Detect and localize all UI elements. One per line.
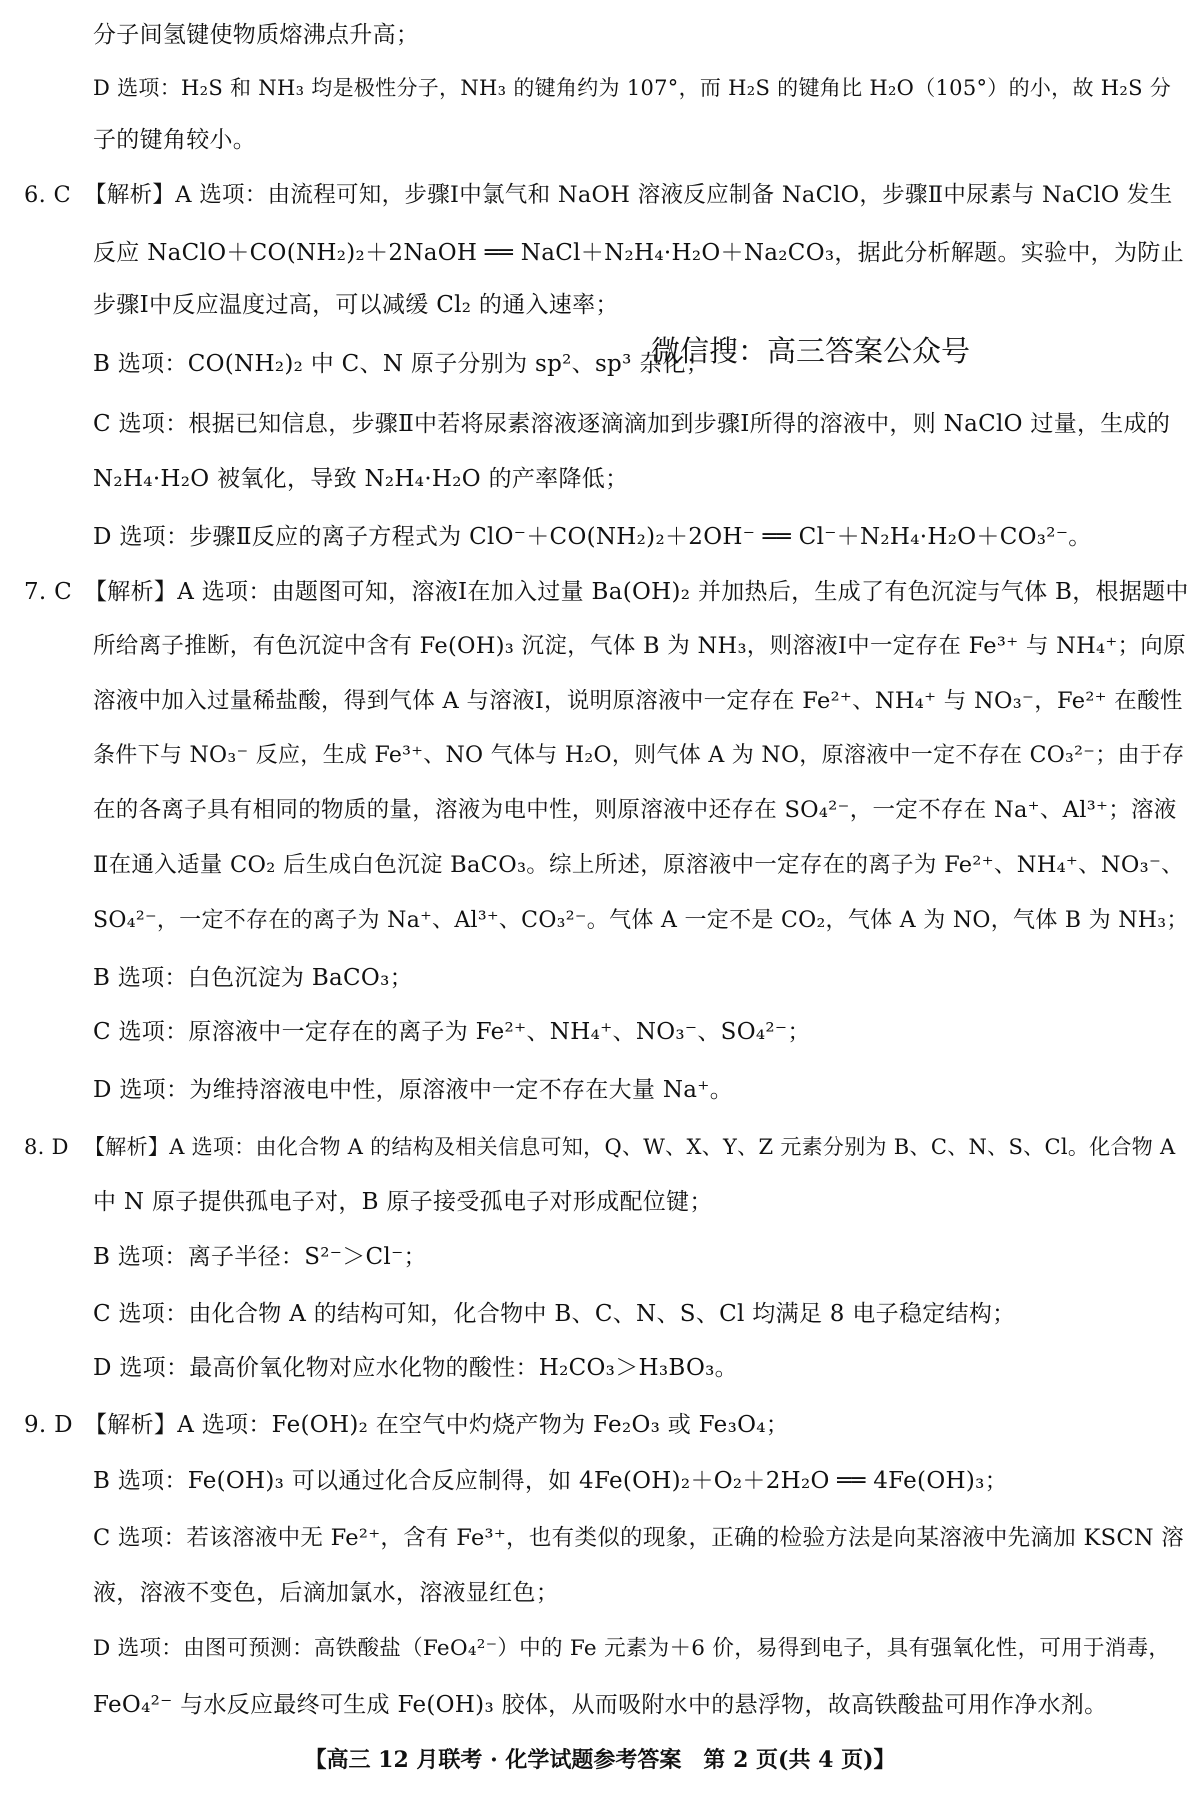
text-line: D 选项：最高价氧化物对应水化物的酸性：H₂CO₃＞H₃BO₃。 bbox=[93, 1355, 738, 1381]
text-line: 在的各离子具有相同的物质的量，溶液为电中性，则原溶液中还存在 SO₄²⁻，一定不存在 Na⁺、Al³⁺；溶液 bbox=[93, 797, 1177, 823]
text-line: FeO₄²⁻ 与水反应最终可生成 Fe(OH)₃ 胶体，从而吸附水中的悬浮物，故高铁酸盐可用作净水剂。 bbox=[93, 1692, 1108, 1718]
question-number: 6. C bbox=[24, 182, 72, 208]
text-line: 分子间氢键使物质熔沸点升高； bbox=[93, 22, 420, 48]
text-line: D 选项：H₂S 和 NH₃ 均是极性分子，NH₃ 的键角约为 107°，而 H₂S 的键角比 H₂O（105°）的小，故 H₂S 分 bbox=[93, 76, 1172, 100]
question-number: 7. C bbox=[24, 579, 73, 605]
text-line: 所给离子推断，有色沉淀中含有 Fe(OH)₃ 沉淀，气体 B 为 NH₃，则溶液Ⅰ中一定存在 Fe³⁺ 与 NH₄⁺；向原 bbox=[93, 633, 1186, 659]
text-line: N₂H₄·H₂O 被氧化，导致 N₂H₄·H₂O 的产率降低； bbox=[93, 466, 629, 492]
question-number: 9. D bbox=[24, 1412, 73, 1438]
text-line: 反应 NaClO＋CO(NH₂)₂＋2NaOH ══ NaCl＋N₂H₄·H₂O＋Na₂CO₃，据此分析解题。实验中，为防止 bbox=[93, 240, 1184, 266]
watermark-text: 微信搜：高三答案公众号 bbox=[651, 334, 971, 368]
text-line: D 选项：为维持溶液电中性，原溶液中一定不存在大量 Na⁺。 bbox=[93, 1077, 734, 1103]
text-line: D 选项：由图可预测：高铁酸盐（FeO₄²⁻）中的 Fe 元素为＋6 价，易得到电子，具有强氧化性，可用于消毒， bbox=[93, 1636, 1171, 1661]
text-line: 条件下与 NO₃⁻ 反应，生成 Fe³⁺、NO 气体与 H₂O，则气体 A 为 NO，原溶液中一定不存在 CO₃²⁻；由于存 bbox=[93, 743, 1185, 768]
question-9-line bbox=[24, 1410, 789, 1440]
text-line: 中 N 原子提供孤电子对，B 原子接受孤电子对形成配位键； bbox=[93, 1189, 713, 1215]
text-line: 【解析】A 选项：Fe(OH)₂ 在空气中灼烧产物为 Fe₂O₃ 或 Fe₃O₄； bbox=[84, 1412, 790, 1438]
text-line: D 选项：步骤Ⅱ反应的离子方程式为 ClO⁻＋CO(NH₂)₂＋2OH⁻ ══ Cl⁻＋N₂H₄·H₂O＋CO₃²⁻。 bbox=[93, 524, 1092, 550]
text-line: 液，溶液不变色，后滴加氯水，溶液显红色； bbox=[93, 1580, 559, 1606]
text-line: Ⅱ在通入适量 CO₂ 后生成白色沉淀 BaCO₃。综上所述，原溶液中一定存在的离子为 Fe²⁺、NH₄⁺、NO₃⁻、 bbox=[93, 852, 1184, 878]
text-line: 子的键角较小。 bbox=[93, 127, 257, 153]
text-line: C 选项：根据已知信息，步骤Ⅱ中若将尿素溶液逐滴滴加到步骤Ⅰ所得的溶液中，则 NaClO 过量，生成的 bbox=[93, 411, 1171, 437]
text-line: 【解析】A 选项：由题图可知，溶液Ⅰ在加入过量 Ba(OH)₂ 并加热后，生成了有色沉淀与气体 B，根据题中 bbox=[84, 579, 1189, 605]
text-line: B 选项：白色沉淀为 BaCO₃； bbox=[93, 965, 413, 991]
question-8-line bbox=[24, 1132, 1176, 1162]
text-line: C 选项：原溶液中一定存在的离子为 Fe²⁺、NH₄⁺、NO₃⁻、SO₄²⁻； bbox=[93, 1019, 811, 1045]
text-line: B 选项：CO(NH₂)₂ 中 C、N 原子分别为 sp²、sp³ 杂化； bbox=[93, 351, 710, 377]
text-line: SO₄²⁻，一定不存在的离子为 Na⁺、Al³⁺、CO₃²⁻。气体 A 一定不是 CO₂，气体 A 为 NO，气体 B 为 NH₃； bbox=[93, 908, 1189, 933]
question-number: 8. D bbox=[24, 1135, 69, 1159]
question-6-line bbox=[24, 180, 1173, 210]
text-line: B 选项：Fe(OH)₃ 可以通过化合反应制得，如 4Fe(OH)₂＋O₂＋2H₂O ══ 4Fe(OH)₃； bbox=[93, 1468, 1008, 1494]
text-line: 【解析】A 选项：由化合物 A 的结构及相关信息可知，Q、W、X、Y、Z 元素分别为 B、C、N、S、Cl。化合物 A bbox=[84, 1135, 1176, 1159]
page-footer: 【高三 12 月联考 · 化学试题参考答案 第 2 页(共 4 页)】 bbox=[304, 1747, 896, 1773]
text-line: C 选项：由化合物 A 的结构可知，化合物中 B、C、N、S、Cl 均满足 8 电子稳定结构； bbox=[93, 1301, 1016, 1327]
text-line: B 选项：离子半径：S²⁻＞Cl⁻； bbox=[93, 1244, 427, 1270]
text-line: C 选项：若该溶液中无 Fe²⁺，含有 Fe³⁺，也有类似的现象，正确的检验方法是向某溶液中先滴加 KSCN 溶 bbox=[93, 1525, 1185, 1551]
text-line: 【解析】A 选项：由流程可知，步骤Ⅰ中氯气和 NaOH 溶液反应制备 NaClO，步骤Ⅱ中尿素与 NaClO 发生 bbox=[84, 182, 1173, 208]
text-line: 步骤Ⅰ中反应温度过高，可以减缓 Cl₂ 的通入速率； bbox=[93, 292, 619, 318]
text-line: 溶液中加入过量稀盐酸，得到气体 A 与溶液Ⅰ，说明原溶液中一定存在 Fe²⁺、NH₄⁺ 与 NO₃⁻，Fe²⁺ 在酸性 bbox=[93, 688, 1183, 714]
question-7-line bbox=[24, 577, 1189, 607]
